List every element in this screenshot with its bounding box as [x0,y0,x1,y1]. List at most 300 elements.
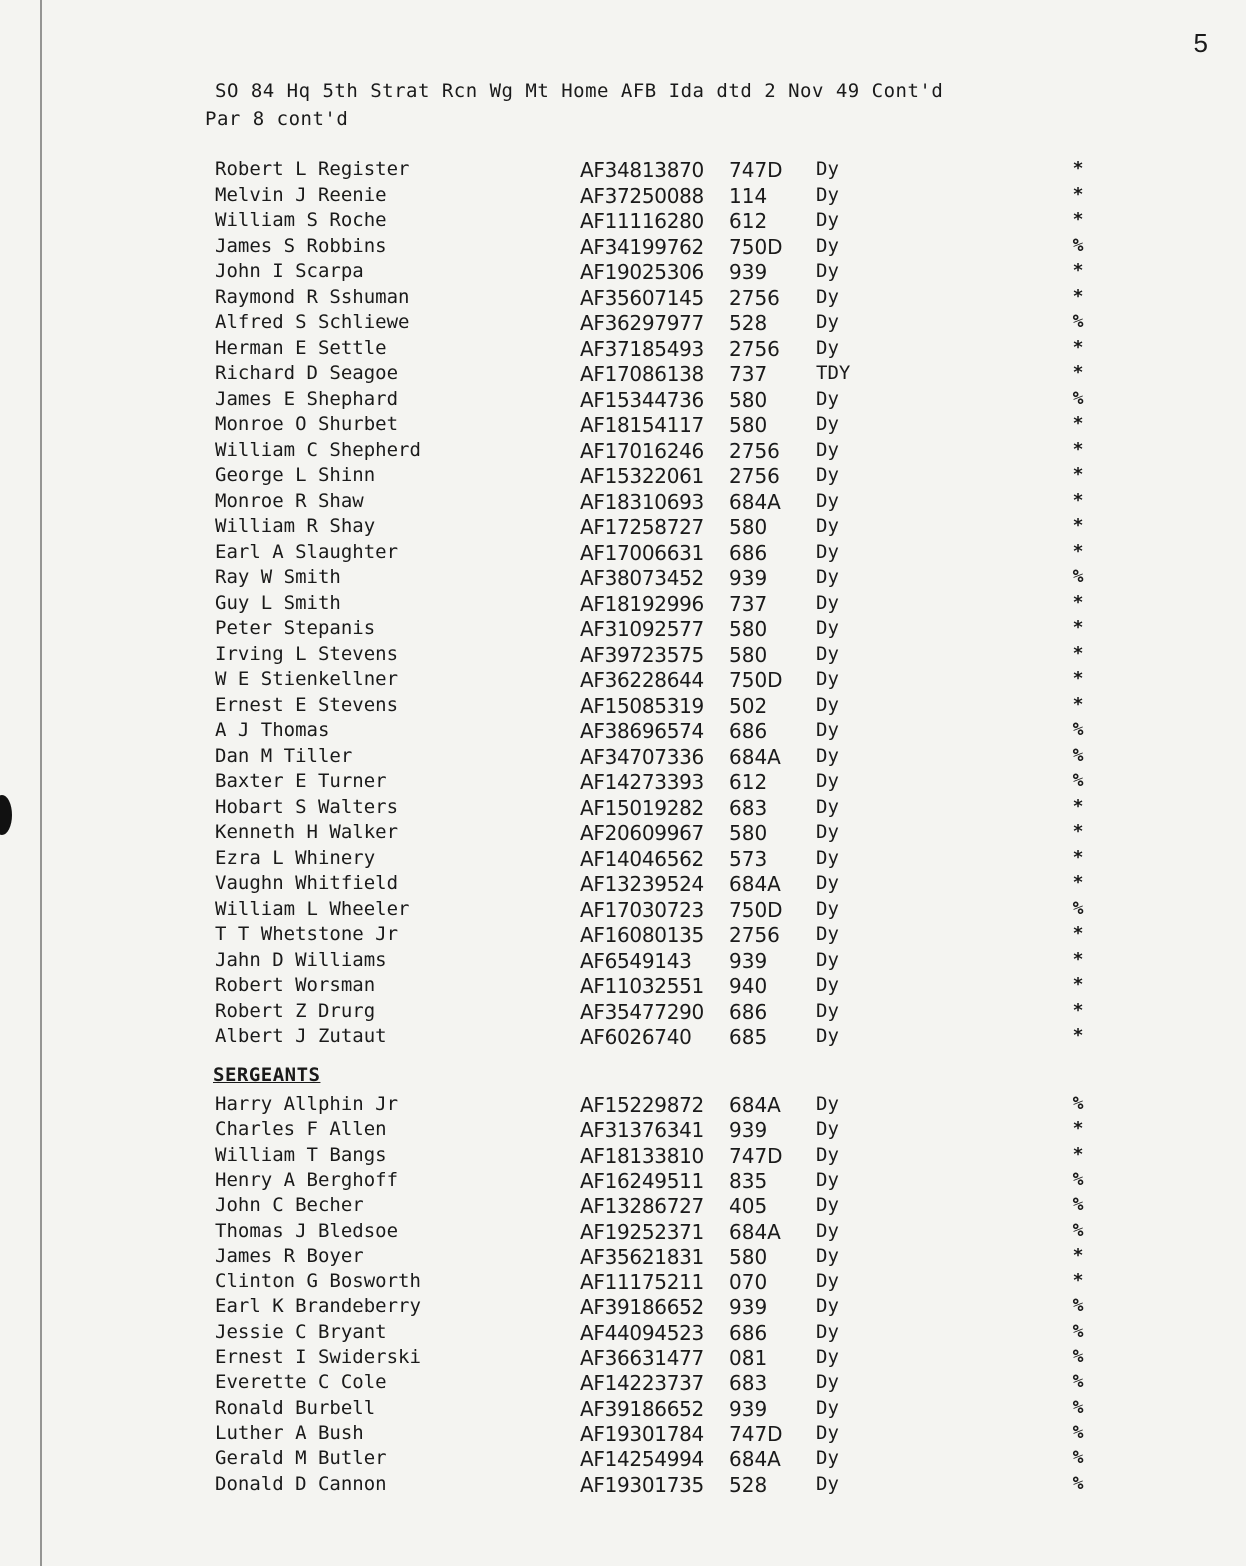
roster-status: Dy [816,540,839,563]
roster-serial: AF18310693 [580,489,704,514]
roster-serial: AF6026740 [580,1025,692,1049]
roster-row [0,1397,1246,1422]
roster-unit: 528 [729,311,768,335]
roster-serial: AF34813870 [580,158,704,182]
roster-status: Dy [816,872,839,894]
roster-unit: 835 [729,1168,768,1193]
roster-name: Alfred S Schliewe [215,311,410,333]
roster-serial: AF34199762 [580,234,704,259]
roster-unit: 081 [729,1346,768,1370]
roster-unit: 747D [729,1143,783,1168]
roster-serial: AF16080135 [580,923,704,947]
roster-row [0,1118,1246,1143]
roster-name: W E Stienkellner [215,668,399,690]
roster-unit: 940 [729,974,768,998]
roster-name: Dan M Tiller [215,744,353,767]
roster-mark: * [1072,362,1084,383]
roster-status: Dy [816,413,839,435]
roster-name: Robert Z Drurg [215,999,376,1022]
roster-unit: 612 [729,770,768,794]
roster-mark: * [1072,1143,1084,1165]
roster-unit: 686 [729,999,768,1024]
roster-name: Ernest I Swiderski [215,1346,421,1368]
roster-row [0,694,1246,719]
roster-status: Dy [816,489,839,512]
roster-row [0,1245,1246,1270]
roster-name: George L Shinn [215,464,376,486]
roster-mark: * [1072,438,1084,460]
roster-row [0,592,1246,617]
roster-name: Irving L Stevens [215,642,399,665]
roster-status: Dy [816,617,839,639]
roster-status: Dy [816,464,839,486]
roster-unit: 939 [729,566,768,590]
roster-serial: AF17086138 [580,362,704,386]
roster-mark: % [1072,719,1084,740]
roster-serial: AF15229872 [580,1093,704,1117]
roster-serial: AF38696574 [580,719,704,743]
roster-name: Ernest E Stevens [215,693,399,716]
roster-mark: % [1072,1295,1084,1317]
roster-serial: AF13239524 [580,872,704,896]
roster-status: Dy [816,1168,839,1191]
roster-unit: 684A [729,1219,781,1244]
roster-serial: AF17258727 [580,515,704,539]
roster-serial: AF35477290 [580,999,704,1024]
roster-status: Dy [816,515,839,537]
roster-name: Richard D Seagoe [215,362,399,384]
roster-status: Dy [816,1320,839,1343]
roster-unit: 737 [729,362,768,386]
roster-status: Dy [816,1093,839,1115]
roster-row [0,413,1246,438]
roster-name: Clinton G Bosworth [215,1270,421,1293]
roster-mark: * [1072,974,1084,995]
roster-mark: * [1072,821,1084,842]
roster-status: Dy [816,387,839,410]
roster-row [0,796,1246,821]
roster-unit: 684A [729,1093,781,1117]
roster-row [0,1473,1246,1498]
roster-unit: 114 [729,183,768,208]
roster-unit: 2756 [729,464,780,488]
roster-serial: AF20609967 [580,821,704,845]
roster-row [0,286,1246,311]
roster-mark: % [1072,1320,1084,1342]
paragraph-header: Par 8 cont'd [205,108,349,130]
roster-row [0,209,1246,234]
roster-status: Dy [816,1472,839,1495]
roster-unit: 939 [729,1396,768,1421]
roster-status: Dy [816,336,839,359]
roster-status: Dy [816,1025,839,1047]
roster-row [0,847,1246,872]
roster-unit: 684A [729,744,781,769]
roster-serial: AF6549143 [580,948,692,973]
roster-row [0,974,1246,999]
roster-serial: AF15019282 [580,795,704,820]
roster-name: William L Wheeler [215,897,410,920]
roster-unit: 939 [729,260,768,284]
roster-serial: AF37250088 [580,183,704,208]
roster-row [0,643,1246,668]
roster-name: Jahn D Williams [215,948,387,971]
roster-status: Dy [816,1143,839,1166]
roster-serial: AF35621831 [580,1244,704,1269]
roster-status: Dy [816,311,839,333]
roster-name: A J Thomas [215,719,330,741]
roster-serial: AF15344736 [580,387,704,412]
roster-mark: % [1072,1093,1084,1114]
roster-name: Charles F Allen [215,1118,387,1141]
roster-unit: 747D [729,158,783,182]
roster-row [0,362,1246,387]
roster-mark: * [1072,183,1084,205]
roster-unit: 580 [729,413,768,437]
roster-status: Dy [816,668,839,690]
roster-unit: 939 [729,948,768,973]
roster-unit: 939 [729,1118,768,1143]
roster-row [0,464,1246,489]
roster-status: Dy [816,566,839,588]
roster-serial: AF37185493 [580,336,704,361]
roster-mark: % [1072,566,1084,587]
roster-mark: * [1072,1118,1084,1140]
roster-status: Dy [816,974,839,996]
roster-unit: 580 [729,387,768,412]
roster-serial: AF19301784 [580,1421,704,1446]
roster-name: Melvin J Reenie [215,183,387,206]
roster-mark: % [1072,1346,1084,1367]
roster-unit: 502 [729,693,768,718]
roster-name: James E Shephard [215,387,399,410]
roster-name: Earl K Brandeberry [215,1295,421,1318]
roster-row [0,541,1246,566]
roster-unit: 2756 [729,438,780,463]
roster-serial: AF34707336 [580,744,704,769]
roster-status: Dy [816,1295,839,1318]
roster-serial: AF11032551 [580,974,704,998]
roster-serial: AF31092577 [580,617,704,641]
roster-name: Ray W Smith [215,566,341,588]
roster-name: John C Becher [215,1194,364,1217]
roster-serial: AF39186652 [580,1295,704,1320]
roster-unit: 747D [729,1421,783,1446]
roster-serial: AF38073452 [580,566,704,590]
roster-name: Baxter E Turner [215,770,387,792]
roster-name: William S Roche [215,209,387,231]
roster-unit: 528 [729,1472,768,1497]
roster-mark: * [1072,260,1084,281]
roster-unit: 683 [729,1371,768,1396]
roster-mark: % [1072,897,1084,919]
roster-row [0,490,1246,515]
roster-unit: 750D [729,668,783,692]
roster-unit: 573 [729,846,768,871]
roster-unit: 686 [729,719,768,743]
roster-name: Henry A Berghoff [215,1168,399,1191]
roster-unit: 750D [729,897,783,922]
roster-mark: * [1072,693,1084,715]
roster-mark: * [1072,489,1084,511]
roster-mark: * [1072,923,1084,944]
roster-mark: * [1072,285,1084,307]
roster-status: Dy [816,1371,839,1394]
roster-mark: * [1072,1025,1084,1046]
roster-serial: AF11116280 [580,209,704,233]
roster-serial: AF17016246 [580,438,704,463]
roster-serial: AF19025306 [580,260,704,284]
roster-status: Dy [816,591,839,614]
roster-unit: 686 [729,540,768,565]
roster-mark: * [1072,515,1084,536]
roster-row [0,1346,1246,1371]
roster-serial: AF36631477 [580,1346,704,1370]
roster-unit: 683 [729,795,768,820]
roster-serial: AF44094523 [580,1320,704,1345]
roster-name: William C Shepherd [215,438,421,461]
roster-name: Albert J Zutaut [215,1025,387,1047]
roster-name: Monroe R Shaw [215,489,364,512]
roster-name: Gerald M Butler [215,1447,387,1470]
roster-name: Raymond R Sshuman [215,285,410,308]
roster-status: Dy [816,744,839,767]
roster-unit: 070 [729,1270,768,1295]
roster-row [0,1295,1246,1320]
roster-status: Dy [816,897,839,920]
roster-status: Dy [816,1194,839,1217]
roster-mark: * [1072,1244,1084,1266]
roster-row [0,566,1246,591]
roster-row [0,1025,1246,1050]
roster-status: Dy [816,846,839,869]
roster-serial: AF14046562 [580,846,704,871]
section-title-sergeants: SERGEANTS [213,1064,321,1086]
roster-status: Dy [816,1396,839,1419]
roster-mark: * [1072,336,1084,358]
roster-row [0,235,1246,260]
roster-unit: 580 [729,617,768,641]
roster-mark: * [1072,795,1084,817]
roster-row [0,439,1246,464]
roster-status: Dy [816,1219,839,1242]
roster-row [0,158,1246,183]
roster-status: Dy [816,1118,839,1141]
roster-serial: AF39186652 [580,1396,704,1421]
roster-mark: % [1072,770,1084,791]
roster-name: Monroe O Shurbet [215,413,399,435]
roster-status: Dy [816,1244,839,1267]
roster-row [0,898,1246,923]
roster-mark: % [1072,234,1084,256]
roster-status: Dy [816,999,839,1022]
roster-row [0,311,1246,336]
roster-unit: 684A [729,1447,781,1472]
roster-unit: 580 [729,515,768,539]
roster-row [0,745,1246,770]
roster-mark: % [1072,1472,1084,1494]
roster-status: Dy [816,923,839,945]
roster-name: James S Robbins [215,234,387,257]
roster-status: Dy [816,438,839,461]
roster-mark: % [1072,311,1084,332]
roster-unit: 2756 [729,285,780,310]
roster-unit: 684A [729,489,781,514]
roster-serial: AF18192996 [580,591,704,616]
roster-row [0,1194,1246,1219]
roster-name: Everette C Cole [215,1371,387,1394]
roster-mark: % [1072,1194,1084,1216]
roster-row [0,184,1246,209]
roster-serial: AF19252371 [580,1219,704,1244]
roster-status: Dy [816,642,839,665]
roster-name: Robert Worsman [215,974,376,996]
roster-row [0,872,1246,897]
roster-serial: AF19301735 [580,1472,704,1497]
roster-name: William R Shay [215,515,376,537]
roster-unit: 750D [729,234,783,259]
roster-row [0,1321,1246,1346]
roster-status: Dy [816,693,839,716]
roster-row [0,668,1246,693]
roster-serial: AF16249511 [580,1168,704,1193]
roster-row [0,1144,1246,1169]
roster-status: Dy [816,1270,839,1293]
roster-mark: % [1072,1396,1084,1418]
roster-name: T T Whetstone Jr [215,923,399,945]
roster-name: John I Scarpa [215,260,364,282]
roster-mark: % [1072,1371,1084,1393]
roster-unit: 737 [729,591,768,616]
roster-unit: 405 [729,1194,768,1219]
roster-name: Guy L Smith [215,591,341,614]
roster-name: William T Bangs [215,1143,387,1166]
roster-row [0,770,1246,795]
roster-row [0,1447,1246,1472]
roster-unit: 939 [729,1295,768,1320]
roster-serial: AF15322061 [580,464,704,488]
roster-status: Dy [816,260,839,282]
roster-status: Dy [816,948,839,971]
roster-name: Robert L Register [215,158,410,180]
roster-status: Dy [816,183,839,206]
roster-serial: AF17006631 [580,540,704,565]
roster-mark: * [1072,948,1084,970]
roster-name: Earl A Slaughter [215,540,399,563]
roster-status: Dy [816,719,839,741]
roster-name: Luther A Bush [215,1421,364,1444]
roster-serial: AF14223737 [580,1371,704,1396]
roster-mark: * [1072,642,1084,664]
roster-serial: AF13286727 [580,1194,704,1219]
roster-status: Dy [816,234,839,257]
roster-mark: * [1072,464,1084,485]
roster-serial: AF36297977 [580,311,704,335]
roster-unit: 580 [729,642,768,667]
roster-row [0,1000,1246,1025]
roster-serial: AF15085319 [580,693,704,718]
roster-serial: AF14254994 [580,1447,704,1472]
roster-status: Dy [816,209,839,231]
roster-name: Herman E Settle [215,336,387,359]
roster-mark: * [1072,1270,1084,1292]
roster-row [0,949,1246,974]
roster-row [0,719,1246,744]
roster-mark: * [1072,668,1084,689]
roster-row [0,337,1246,362]
order-header: SO 84 Hq 5th Strat Rcn Wg Mt Home AFB Ida dtd 2 Nov 49 Cont'd [215,80,944,102]
roster-serial: AF14273393 [580,770,704,794]
roster-mark: * [1072,617,1084,638]
roster-mark: * [1072,591,1084,613]
roster-serial: AF36228644 [580,668,704,692]
roster-serial: AF18133810 [580,1143,704,1168]
roster-mark: % [1072,744,1084,766]
roster-serial: AF18154117 [580,413,704,437]
roster-row [0,1220,1246,1245]
roster-name: Vaughn Whitfield [215,872,399,894]
roster-row [0,617,1246,642]
roster-status: Dy [816,1421,839,1444]
roster-unit: 612 [729,209,768,233]
roster-row [0,260,1246,285]
roster-mark: * [1072,158,1084,179]
roster-name: Kenneth H Walker [215,821,399,843]
roster-unit: 684A [729,872,781,896]
roster-status: TDY [816,362,851,384]
roster-row [0,515,1246,540]
roster-name: James R Boyer [215,1244,364,1267]
roster-mark: % [1072,1421,1084,1443]
roster-status: Dy [816,795,839,818]
roster-mark: * [1072,413,1084,434]
roster-mark: * [1072,999,1084,1021]
roster-unit: 580 [729,1244,768,1269]
roster-status: Dy [816,770,839,792]
roster-name: Peter Stepanis [215,617,376,639]
roster-mark: * [1072,209,1084,230]
roster-serial: AF31376341 [580,1118,704,1143]
roster-name: Thomas J Bledsoe [215,1219,399,1242]
roster-name: Hobart S Walters [215,795,399,818]
roster-status: Dy [816,821,839,843]
roster-status: Dy [816,285,839,308]
roster-mark: % [1072,1219,1084,1241]
roster-row [0,388,1246,413]
roster-mark: * [1072,846,1084,868]
roster-name: Ronald Burbell [215,1396,376,1419]
roster-mark: % [1072,1168,1084,1190]
roster-row [0,1169,1246,1194]
roster-serial: AF35607145 [580,285,704,310]
roster-mark: * [1072,540,1084,562]
roster-name: Harry Allphin Jr [215,1093,399,1115]
roster-status: Dy [816,1346,839,1368]
roster-serial: AF17030723 [580,897,704,922]
roster-unit: 2756 [729,336,780,361]
roster-serial: AF11175211 [580,1270,704,1295]
roster-unit: 685 [729,1025,768,1049]
roster-name: Jessie C Bryant [215,1320,387,1343]
page-number: 5 [1193,28,1208,58]
roster-serial: AF39723575 [580,642,704,667]
roster-mark: % [1072,387,1084,409]
roster-name: Donald D Cannon [215,1472,387,1495]
roster-unit: 2756 [729,923,780,947]
roster-status: Dy [816,1447,839,1470]
roster-unit: 686 [729,1320,768,1345]
roster-unit: 580 [729,821,768,845]
